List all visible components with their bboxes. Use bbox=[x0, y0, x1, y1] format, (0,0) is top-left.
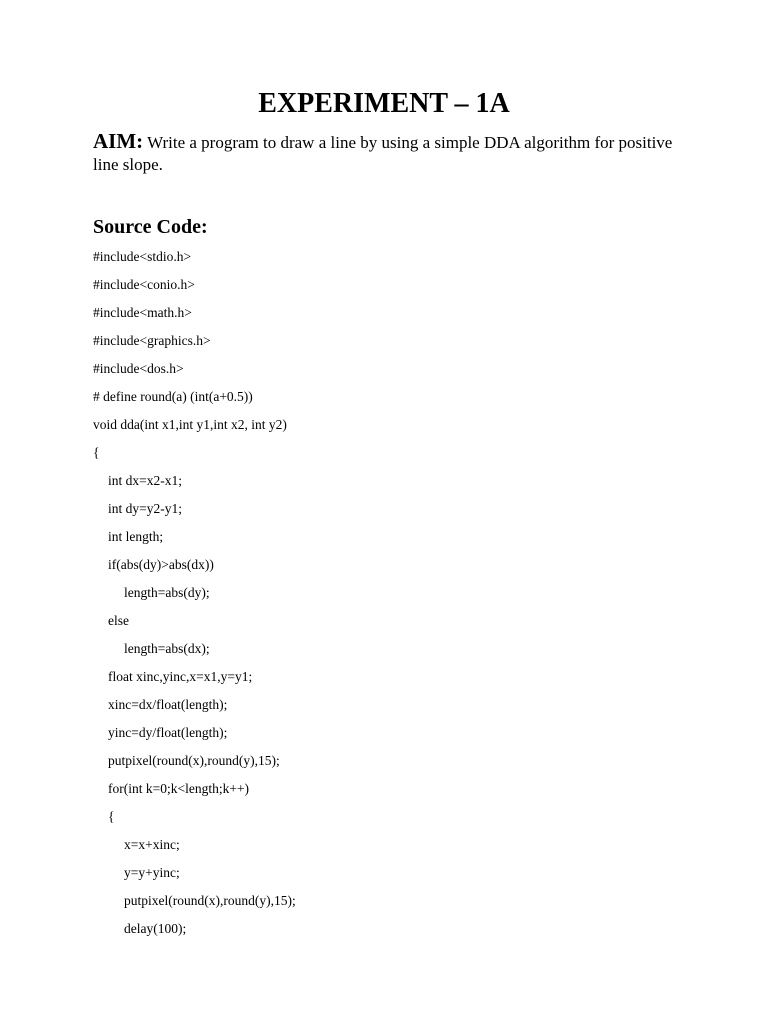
code-line: length=abs(dy); bbox=[124, 585, 210, 600]
code-line: y=y+yinc; bbox=[124, 865, 180, 880]
code-line: putpixel(round(x),round(y),15); bbox=[108, 753, 280, 768]
code-line: delay(100); bbox=[124, 921, 187, 936]
aim-text: Write a program to draw a line by using a simple DDA algorithm for positive line slope. bbox=[93, 133, 673, 174]
code-line: length=abs(dx); bbox=[124, 641, 210, 656]
code-line: if(abs(dy)>abs(dx)) bbox=[108, 557, 214, 572]
code-line: for(int k=0;k<length;k++) bbox=[108, 781, 250, 796]
code-line: yinc=dy/float(length); bbox=[108, 725, 228, 740]
source-code-block bbox=[93, 248, 713, 948]
code-line: #include<conio.h> bbox=[93, 277, 195, 292]
aim-paragraph bbox=[93, 130, 693, 176]
section-heading: Source Code: bbox=[93, 216, 208, 238]
code-line: { bbox=[108, 809, 115, 824]
code-line: void dda(int x1,int y1,int x2, int y2) bbox=[93, 417, 287, 432]
page-title: EXPERIMENT – 1A bbox=[258, 88, 510, 119]
code-line: #include<graphics.h> bbox=[93, 333, 211, 348]
code-line: float xinc,yinc,x=x1,y=y1; bbox=[108, 669, 253, 684]
code-line: int dx=x2-x1; bbox=[108, 473, 182, 488]
code-line: # define round(a) (int(a+0.5)) bbox=[93, 389, 253, 404]
aim-label: AIM: bbox=[93, 129, 144, 153]
code-line: else bbox=[108, 613, 129, 628]
code-line: int length; bbox=[108, 529, 164, 544]
code-line: x=x+xinc; bbox=[124, 837, 180, 852]
code-line: int dy=y2-y1; bbox=[108, 501, 182, 516]
code-line: { bbox=[93, 445, 100, 460]
code-line: #include<dos.h> bbox=[93, 361, 184, 376]
code-line: xinc=dx/float(length); bbox=[108, 697, 228, 712]
code-line: putpixel(round(x),round(y),15); bbox=[124, 893, 296, 908]
code-line: #include<stdio.h> bbox=[93, 249, 192, 264]
code-line: #include<math.h> bbox=[93, 305, 192, 320]
